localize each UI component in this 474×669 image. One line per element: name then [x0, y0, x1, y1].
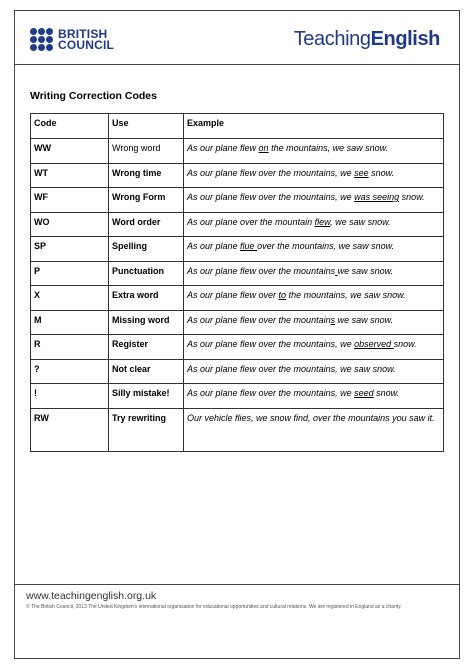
- correction-codes-table: [30, 113, 444, 452]
- example-text-before: As our plane flew over the mountains, we: [187, 388, 355, 398]
- british-council-logo: [30, 28, 114, 52]
- example-text-before: As our plane over the mountain: [187, 216, 315, 227]
- use-cell: Try rewriting: [109, 408, 184, 451]
- example-text-after: snow.: [368, 167, 395, 178]
- example-error-underlined: to: [278, 290, 287, 300]
- code-cell: WW: [31, 139, 109, 164]
- british-council-dots-icon: [30, 28, 54, 52]
- use-cell: Word order: [109, 212, 184, 237]
- table-row: [31, 212, 444, 237]
- use-cell: Not clear: [109, 359, 184, 384]
- code-cell: RW: [31, 408, 109, 451]
- table-row: [31, 335, 444, 360]
- example-cell: [184, 310, 444, 335]
- code-cell: X: [31, 286, 109, 311]
- example-error-underlined: s: [330, 314, 336, 325]
- example-text-after: snow.: [393, 339, 417, 349]
- teaching-english-logo: [294, 28, 440, 51]
- teaching-english-bold: English: [370, 28, 440, 50]
- table-header-row: [31, 114, 444, 139]
- column-header-code: Code: [31, 114, 109, 139]
- use-cell: Extra word: [109, 286, 184, 311]
- example-text-before: As our plane flew over the mountains, we: [187, 192, 355, 202]
- example-cell: [184, 212, 444, 237]
- column-header-example: Example: [184, 114, 444, 139]
- example-cell: [184, 139, 444, 164]
- example-cell: [184, 237, 444, 262]
- table-row: [31, 359, 444, 384]
- example-error-underlined: was seeing: [354, 192, 400, 202]
- example-text-before: As our plane: [187, 241, 241, 251]
- example-cell: [184, 384, 444, 409]
- table-row: [31, 163, 444, 188]
- example-text-after: over the mountains, we saw snow.: [257, 241, 395, 251]
- example-text-before: As our plane flew over: [187, 290, 279, 300]
- table-row: [31, 261, 444, 286]
- code-cell: !: [31, 384, 109, 409]
- table-row: [31, 237, 444, 262]
- example-text-after: the mountains, we saw snow.: [286, 290, 406, 300]
- example-cell: [184, 408, 444, 451]
- use-cell: Wrong word: [109, 139, 184, 164]
- code-cell: ?: [31, 359, 109, 384]
- use-cell: Punctuation: [109, 261, 184, 286]
- british-council-line2: COUNCIL: [58, 38, 115, 52]
- example-text-before: As our plane flew over the mountains, we: [187, 339, 355, 349]
- example-text-after: we saw snow.: [337, 265, 394, 276]
- teaching-english-light: Teaching: [293, 28, 371, 50]
- table-row: [31, 310, 444, 335]
- use-cell: Silly mistake!: [109, 384, 184, 409]
- table-row: [31, 188, 444, 213]
- footer-divider: [14, 584, 460, 585]
- use-cell: Missing word: [109, 310, 184, 335]
- code-cell: SP: [31, 237, 109, 262]
- code-cell: P: [31, 261, 109, 286]
- example-text-before: As our plane flew over the mountain: [187, 314, 331, 325]
- code-cell: M: [31, 310, 109, 335]
- example-text-after: snow.: [399, 192, 425, 202]
- example-text-after: the mountains, we saw snow.: [268, 143, 389, 153]
- example-cell: [184, 261, 444, 286]
- example-text-before: As our plane flew over the mountains, we saw snow.: [187, 363, 396, 374]
- example-error-underlined: observed: [354, 339, 394, 349]
- code-cell: R: [31, 335, 109, 360]
- example-cell: [184, 359, 444, 384]
- example-error-underlined: on: [258, 143, 269, 153]
- british-council-line1: BRITISH: [58, 27, 108, 41]
- example-error-underlined: seed: [354, 388, 374, 398]
- example-text-before: As our plane flew: [187, 143, 259, 153]
- example-text-after: , we saw snow.: [330, 216, 391, 227]
- example-error-underlined: flew: [314, 216, 331, 227]
- code-cell: WF: [31, 188, 109, 213]
- code-cell: WT: [31, 163, 109, 188]
- table-row: [31, 384, 444, 409]
- example-text-before: As our plane flew over the mountains, we: [187, 167, 355, 178]
- document-title: Writing Correction Codes: [30, 90, 157, 102]
- example-cell: [184, 163, 444, 188]
- example-error-underlined: flue: [240, 241, 258, 251]
- footer-url[interactable]: www.teachingenglish.org.uk: [26, 590, 157, 602]
- example-cell: [184, 335, 444, 360]
- header-divider: [14, 64, 460, 65]
- column-header-use: Use: [109, 114, 184, 139]
- example-cell: [184, 188, 444, 213]
- table-row: [31, 139, 444, 164]
- table-row: [31, 408, 444, 451]
- footer-copyright: © The British Council, 2013 The United Kingdom's international organisation for educational opportunities and cultural relations. We are registered in England as a charity.: [26, 604, 402, 610]
- use-cell: Spelling: [109, 237, 184, 262]
- use-cell: Register: [109, 335, 184, 360]
- code-cell: WO: [31, 212, 109, 237]
- example-text-after: snow.: [373, 388, 400, 398]
- use-cell: Wrong time: [109, 163, 184, 188]
- example-text-before: As our plane flew over the mountains: [187, 265, 336, 276]
- table-row: [31, 286, 444, 311]
- example-error-underlined: see: [354, 167, 369, 178]
- example-cell: [184, 286, 444, 311]
- example-text-after: we saw snow.: [335, 314, 394, 325]
- use-cell: Wrong Form: [109, 188, 184, 213]
- example-text-before: Our vehicle flies, we snow find, over the mountains you saw it.: [187, 412, 435, 423]
